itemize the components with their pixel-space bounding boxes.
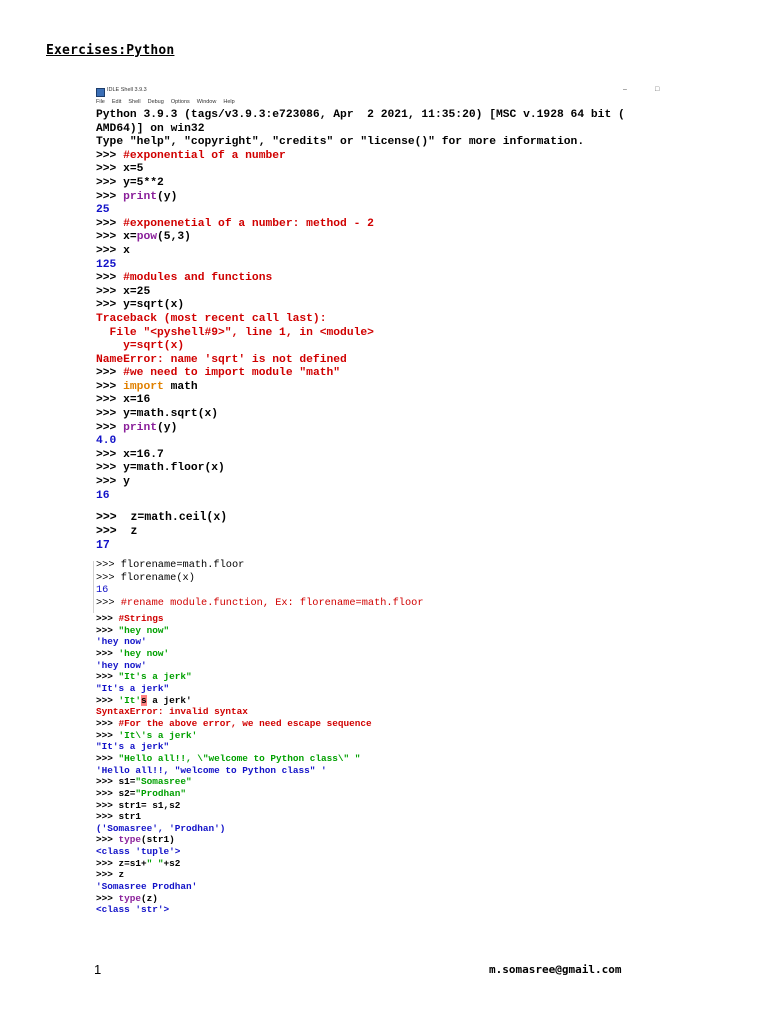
code-text: x <box>123 244 130 257</box>
shell-line <box>96 741 678 753</box>
prompt: >>> <box>96 647 119 659</box>
code-text: type <box>118 892 142 904</box>
shell-line <box>96 834 678 846</box>
code-text: (y) <box>157 421 178 434</box>
author-email: m.somasree@gmail.com <box>489 963 622 976</box>
code-text: x=16 <box>123 394 151 407</box>
prompt: >>> <box>96 613 119 624</box>
menu-debug[interactable]: Debug <box>147 99 164 105</box>
shell-line <box>96 525 678 539</box>
page-number: 1 <box>94 962 102 977</box>
code-text: z=s1+ <box>118 857 147 869</box>
menu-options[interactable]: Options <box>170 99 190 105</box>
prompt: >>> <box>96 380 124 393</box>
document-title: Exercises:Python <box>46 43 175 58</box>
shell-output-block-3 <box>96 559 678 609</box>
code-text: 'Hello all!!, "welcome to Python class" ' <box>96 764 327 776</box>
code-text: "It's a jerk" <box>96 741 170 753</box>
prompt: >>> <box>96 272 124 285</box>
shell-line <box>96 259 678 273</box>
shell-line <box>96 123 678 137</box>
prompt: >>> <box>96 448 124 461</box>
shell-line <box>96 218 678 232</box>
code-text: florename(x) <box>120 571 195 584</box>
shell-line <box>96 823 678 835</box>
code-text: math <box>163 380 198 393</box>
prompt: >>> <box>96 285 124 298</box>
prompt: >>> <box>96 190 124 203</box>
prompt: >>> <box>96 624 119 636</box>
minimize-icon[interactable]: – <box>623 86 627 93</box>
prompt: >>> <box>96 892 119 904</box>
shell-line <box>96 381 678 395</box>
shell-line <box>96 718 678 730</box>
code-text: 'Somasree Prodhan' <box>96 881 198 893</box>
code-text: File "<pyshell#9>", line 1, in <module> <box>96 326 374 339</box>
shell-line <box>96 776 678 788</box>
prompt: >>> <box>96 525 131 538</box>
shell-line <box>96 660 678 672</box>
shell-line <box>96 511 678 525</box>
shell-line <box>96 625 678 637</box>
menu-file[interactable]: File <box>96 99 105 105</box>
code-text: 17 <box>96 539 110 552</box>
code-text: NameError: name 'sqrt' is not defined <box>96 353 347 366</box>
shell-line <box>96 109 678 123</box>
code-text: a jerk' <box>146 694 192 706</box>
code-text: y <box>123 476 130 489</box>
code-text: Python 3.9.3 (tags/v3.9.3:e723086, Apr 2 2021, 11:35:20) [MSC v.1928 64 bit ( <box>96 109 625 121</box>
code-text: 125 <box>96 258 117 271</box>
code-text: pow <box>136 231 158 244</box>
shell-line <box>96 191 678 205</box>
prompt: >>> <box>96 857 119 869</box>
code-text: y=5**2 <box>123 176 164 189</box>
code-text: x=25 <box>123 285 151 298</box>
shell-line <box>96 753 678 765</box>
shell-line <box>96 788 678 800</box>
code-text: import <box>123 380 164 393</box>
code-text: 16 <box>96 489 110 502</box>
shell-line <box>96 231 678 245</box>
prompt: >>> <box>96 244 124 257</box>
code-text: s2= <box>118 787 136 799</box>
code-text: y=sqrt(x) <box>96 340 185 353</box>
shell-line <box>96 584 678 597</box>
code-text: (5,3) <box>157 231 191 244</box>
shell-line <box>96 422 678 436</box>
shell-line <box>96 136 678 150</box>
code-text: <class 'str'> <box>96 904 170 916</box>
shell-output-block-2 <box>96 511 678 553</box>
idle-menu-bar <box>96 99 235 105</box>
prompt: >>> <box>96 559 121 571</box>
prompt: >>> <box>96 729 119 741</box>
code-text: " " <box>146 857 164 869</box>
code-text: z=math.ceil(x) <box>130 511 228 524</box>
shell-line <box>96 893 678 905</box>
menu-edit[interactable]: Edit <box>111 99 122 105</box>
shell-line <box>96 408 678 422</box>
shell-line <box>96 245 678 259</box>
shell-line <box>96 340 678 354</box>
code-text: 16 <box>96 584 109 596</box>
prompt: >>> <box>96 671 119 683</box>
shell-line <box>96 858 678 870</box>
shell-line <box>96 327 678 341</box>
code-text: type <box>118 834 142 846</box>
shell-line <box>96 272 678 286</box>
code-text: +s2 <box>163 857 181 869</box>
shell-line <box>96 204 678 218</box>
code-text: "Hello all!!, \"welcome to Python class\" " <box>118 752 361 764</box>
code-text: "It's a jerk" <box>118 671 192 683</box>
prompt: >>> <box>96 149 124 162</box>
code-text: #rename module.function, Ex: florename=math.floor <box>120 596 424 609</box>
code-text: "hey now" <box>118 624 170 636</box>
code-text: 25 <box>96 204 110 217</box>
code-text: 4.0 <box>96 435 117 448</box>
prompt: >>> <box>96 394 124 407</box>
prompt: >>> <box>96 776 119 788</box>
prompt: >>> <box>96 811 119 823</box>
code-text: Type "help", "copyright", "credits" or "license()" for more information. <box>96 136 585 149</box>
prompt: >>> <box>96 176 124 189</box>
code-text: 'It' <box>118 694 142 706</box>
code-text: AMD64)] on win32 <box>96 122 205 135</box>
shell-line <box>96 800 678 812</box>
code-text: (z) <box>141 892 158 904</box>
prompt: >>> <box>96 367 124 380</box>
shell-line <box>96 881 678 893</box>
prompt: >>> <box>96 231 124 244</box>
code-text: str1 <box>118 811 142 823</box>
shell-output-block-4 <box>96 613 678 916</box>
shell-line <box>96 286 678 300</box>
idle-window-titlebar <box>96 87 676 99</box>
code-text: #we need to import module "math" <box>123 367 341 380</box>
prompt: >>> <box>96 476 124 489</box>
shell-line <box>96 648 678 660</box>
prompt: >>> <box>96 694 119 706</box>
code-text: 'It\'s a jerk' <box>118 729 198 741</box>
shell-line <box>96 354 678 368</box>
shell-line <box>96 435 678 449</box>
code-text: #exponenetial of a number: method - 2 <box>123 217 374 230</box>
code-text: y=math.floor(x) <box>123 462 225 475</box>
shell-line <box>96 811 678 823</box>
shell-line <box>96 671 678 683</box>
code-text: 'hey now' <box>118 647 170 659</box>
code-text: print <box>123 190 158 203</box>
maximize-icon[interactable]: □ <box>655 86 660 93</box>
prompt: >>> <box>96 834 119 846</box>
shell-line <box>96 462 678 476</box>
prompt: >>> <box>96 421 124 434</box>
shell-line <box>96 636 678 648</box>
prompt: >>> <box>96 717 119 729</box>
code-text: SyntaxError: invalid syntax <box>96 706 248 718</box>
shell-line <box>96 177 678 191</box>
code-text: Traceback (most recent call last): <box>96 312 327 325</box>
shell-line <box>96 683 678 695</box>
shell-line <box>96 539 678 553</box>
code-text: florename=math.floor <box>120 559 245 571</box>
code-text: "It's a jerk" <box>96 682 170 694</box>
shell-line <box>96 313 678 327</box>
code-text: #For the above error, we need escape sequence <box>118 717 372 729</box>
code-text: "Somasree" <box>135 776 192 788</box>
shell-line <box>96 572 678 585</box>
code-text: str1= s1,s2 <box>118 799 181 811</box>
prompt: >>> <box>96 462 124 475</box>
window-title: IDLE Shell 3.9.3 <box>107 87 147 93</box>
shell-line <box>96 163 678 177</box>
code-text: x= <box>123 231 137 244</box>
prompt: >>> <box>96 787 119 799</box>
code-text: #modules and functions <box>123 272 273 285</box>
shell-line <box>96 695 678 707</box>
shell-line <box>96 299 678 313</box>
margin-line <box>93 561 94 613</box>
python-idle-icon <box>96 88 105 97</box>
code-text: ('Somasree', 'Prodhan') <box>96 822 226 834</box>
shell-line <box>96 490 678 504</box>
code-text: print <box>123 421 158 434</box>
shell-line <box>96 367 678 381</box>
code-text: x=16.7 <box>123 448 164 461</box>
shell-line <box>96 476 678 490</box>
code-text: #Strings <box>118 613 164 624</box>
shell-line <box>96 597 678 610</box>
prompt: >>> <box>96 299 124 312</box>
prompt: >>> <box>96 571 121 584</box>
prompt: >>> <box>96 408 124 421</box>
code-text: #exponential of a number <box>123 149 286 162</box>
code-text: z <box>130 525 138 538</box>
code-text: "Prodhan" <box>135 787 187 799</box>
shell-line <box>96 869 678 881</box>
shell-line <box>96 706 678 718</box>
error-highlight: s <box>141 694 147 706</box>
code-text: (str1) <box>141 834 175 846</box>
menu-shell[interactable]: Shell <box>128 99 141 105</box>
prompt: >>> <box>96 217 124 230</box>
shell-line <box>96 765 678 777</box>
code-text: (y) <box>157 190 178 203</box>
shell-line <box>96 730 678 742</box>
code-text: z <box>118 869 125 881</box>
shell-line <box>96 150 678 164</box>
prompt: >>> <box>96 596 121 609</box>
shell-line <box>96 904 678 916</box>
shell-line <box>96 613 678 625</box>
prompt: >>> <box>96 752 119 764</box>
shell-line <box>96 846 678 858</box>
menu-window[interactable]: Window <box>196 99 217 105</box>
shell-line <box>96 449 678 463</box>
code-text: y=sqrt(x) <box>123 299 185 312</box>
code-text: s1= <box>118 776 136 788</box>
code-text: 'hey now' <box>96 636 147 648</box>
code-text: <class 'tuple'> <box>96 846 181 858</box>
prompt: >>> <box>96 511 131 524</box>
menu-help[interactable]: Help <box>223 99 235 105</box>
prompt: >>> <box>96 869 119 881</box>
code-text: 'hey now' <box>96 659 147 671</box>
prompt: >>> <box>96 163 124 176</box>
shell-line <box>96 394 678 408</box>
code-text: y=math.sqrt(x) <box>123 408 219 421</box>
shell-line <box>96 559 678 572</box>
prompt: >>> <box>96 799 119 811</box>
code-text: x=5 <box>123 163 144 176</box>
